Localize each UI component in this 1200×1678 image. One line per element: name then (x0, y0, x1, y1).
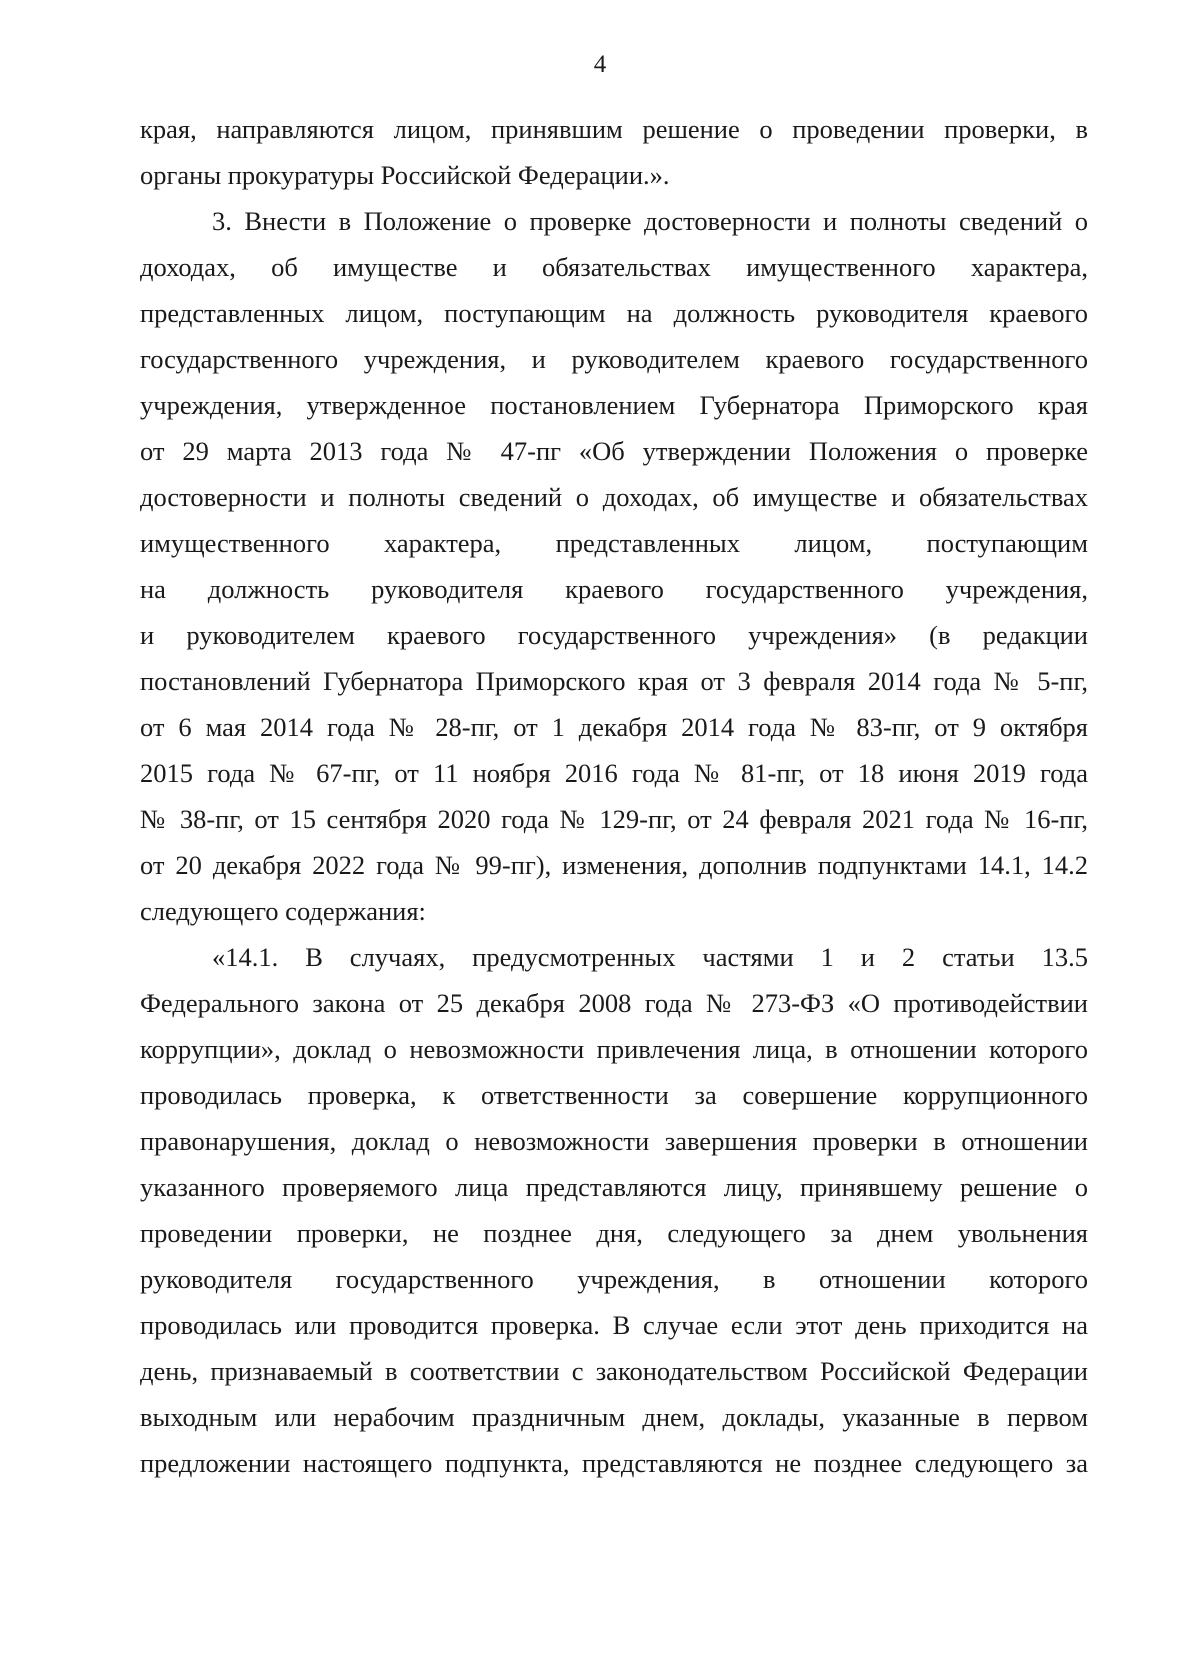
text-line: 2015 года № 67-пг, от 11 ноября 2016 года № 81-пг, от 18 июня 2019 года (140, 758, 1088, 788)
text-line: края, направляются лицом, принявшим решение о проведении проверки, в (140, 114, 1088, 144)
text-line: правонарушения, доклад о невозможности завершения проверки в отношении (140, 1126, 1088, 1156)
text-line: Федерального закона от 25 декабря 2008 года № 273-ФЗ «О противодействии (140, 988, 1088, 1018)
text-line: достоверности и полноты сведений о доходах, об имуществе и обязательствах (140, 482, 1088, 512)
text-line: от 6 мая 2014 года № 28-пг, от 1 декабря 2014 года № 83-пг, от 9 октября (140, 712, 1088, 742)
text-line: 3. Внести в Положение о проверке достоверности и полноты сведений о (212, 206, 1088, 236)
text-line: проводилась или проводится проверка. В случае если этот день приходится на (140, 1310, 1088, 1340)
text-line: от 20 декабря 2022 года № 99-пг), изменения, дополнив подпунктами 14.1, 14.2 (140, 850, 1088, 880)
text-line: постановлений Губернатора Приморского края от 3 февраля 2014 года № 5-пг, (140, 666, 1088, 696)
text-line: и руководителем краевого государственного учреждения» (в редакции (140, 620, 1088, 650)
document-body-text (140, 106, 1088, 1486)
text-line: доходах, об имуществе и обязательствах имущественного характера, (140, 252, 1088, 282)
text-line: коррупции», доклад о невозможности привлечения лица, в отношении которого (140, 1034, 1088, 1064)
text-line: № 38-пг, от 15 сентября 2020 года № 129-пг, от 24 февраля 2021 года № 16-пг, (140, 804, 1088, 834)
text-line: проведении проверки, не позднее дня, следующего за днем увольнения (140, 1218, 1088, 1248)
text-line: от 29 марта 2013 года № 47-пг «Об утверждении Положения о проверке (140, 436, 1088, 466)
text-line: указанного проверяемого лица представляются лицу, принявшему решение о (140, 1172, 1088, 1202)
text-line: предложении настоящего подпункта, представляются не позднее следующего за (140, 1448, 1088, 1478)
text-line: государственного учреждения, и руководителем краевого государственного (140, 344, 1088, 374)
text-line: следующего содержания: (140, 896, 426, 926)
text-line: «14.1. В случаях, предусмотренных частями 1 и 2 статьи 13.5 (212, 942, 1088, 972)
text-line: на должность руководителя краевого государственного учреждения, (140, 574, 1088, 604)
text-line: органы прокуратуры Российской Федерации.». (140, 160, 670, 190)
page-number: 4 (593, 51, 607, 78)
text-line: проводилась проверка, к ответственности за совершение коррупционного (140, 1080, 1088, 1110)
text-line: учреждения, утвержденное постановлением Губернатора Приморского края (140, 390, 1088, 420)
text-line: имущественного характера, представленных лицом, поступающим (140, 528, 1088, 558)
text-line: представленных лицом, поступающим на должность руководителя краевого (140, 298, 1088, 328)
text-line: выходным или нерабочим праздничным днем, доклады, указанные в первом (140, 1402, 1088, 1432)
text-line: день, признаваемый в соответствии с законодательством Российской Федерации (140, 1356, 1088, 1386)
text-line: руководителя государственного учреждения, в отношении которого (140, 1264, 1088, 1294)
